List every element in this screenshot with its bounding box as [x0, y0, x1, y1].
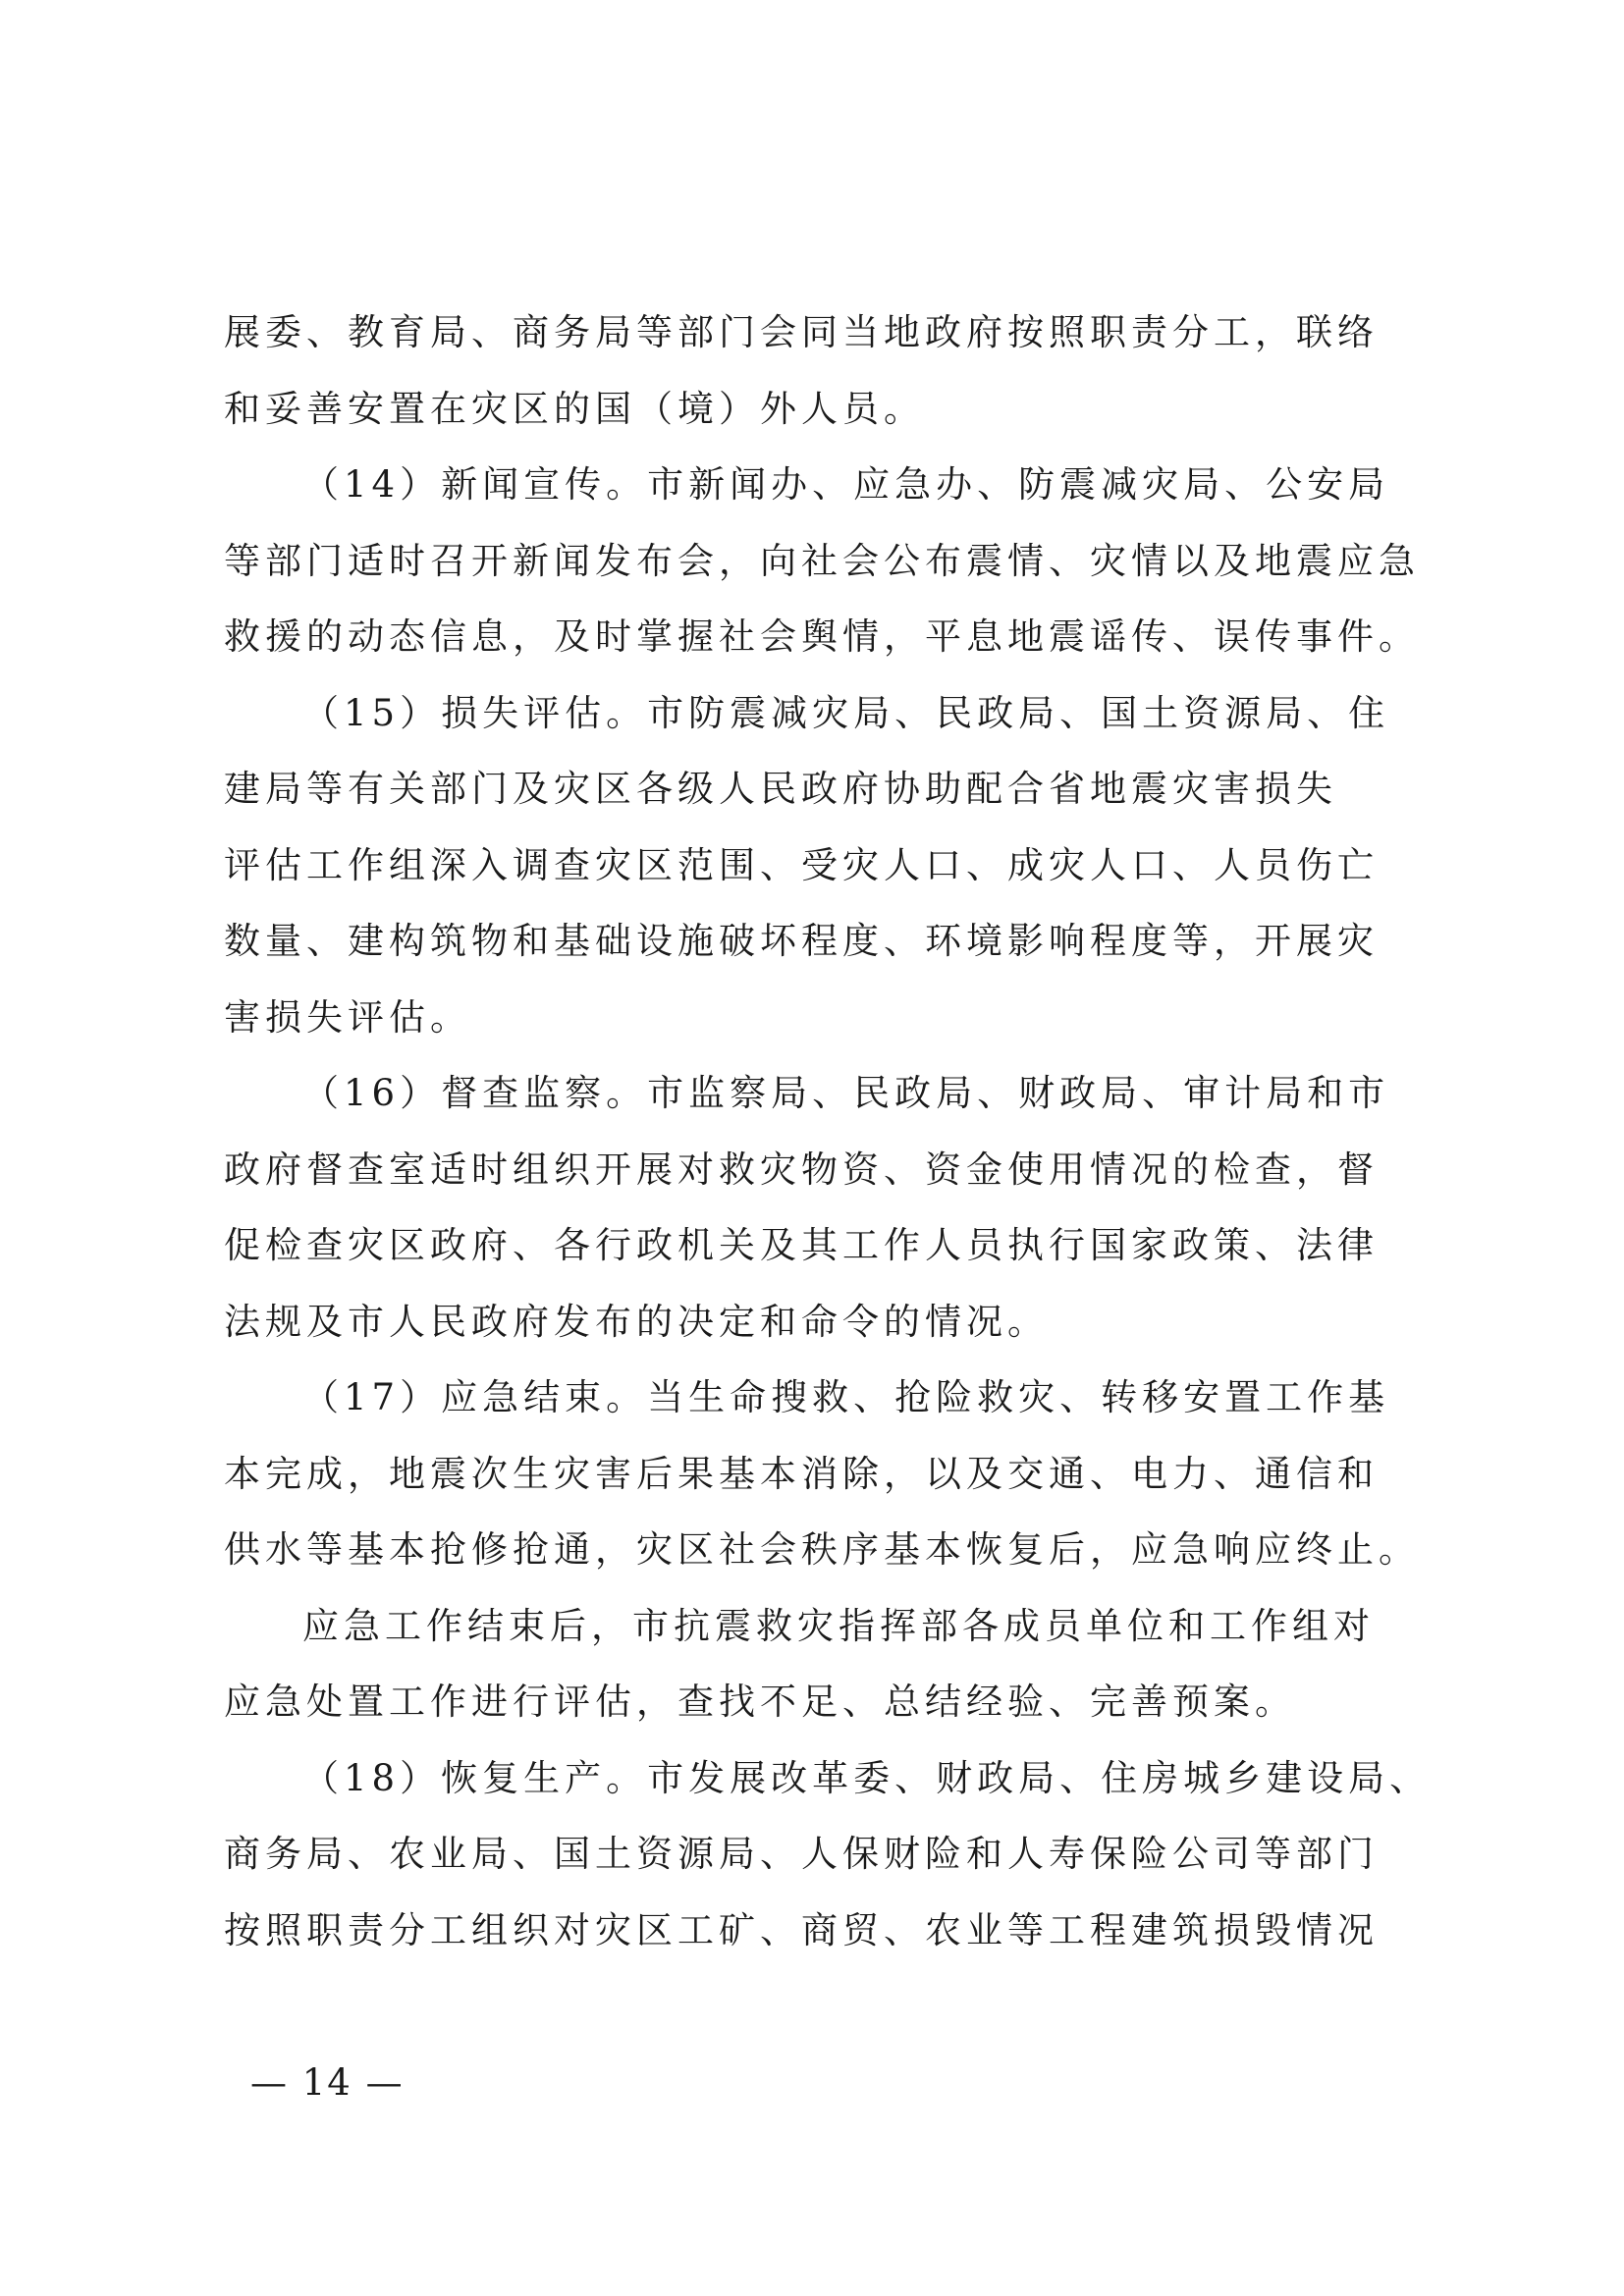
text-line: 按照职责分工组织对灾区工矿、商贸、农业等工程建筑损毁情况: [224, 1908, 1379, 1951]
text-line: （17）应急结束。当生命搜救、抢险救灾、转移安置工作基: [302, 1376, 1390, 1418]
text-line: 害损失评估。: [224, 995, 471, 1039]
text-line: 等部门适时召开新闻发布会，向社会公布震情、灾情以及地震应急: [224, 539, 1420, 582]
page-number: — 14 —: [250, 2061, 405, 2104]
text-line: 和妥善安置在灾区的国（境）外人员。: [224, 387, 925, 430]
text-line: （15）损失评估。市防震减灾局、民政局、国土资源局、住: [302, 691, 1390, 734]
text-line: 救援的动态信息，及时掌握社会舆情，平息地震谣传、误传事件。: [224, 615, 1420, 658]
text-line: 应急工作结束后，市抗震救灾指挥部各成员单位和工作组对: [302, 1604, 1375, 1647]
body-text: [224, 294, 1432, 1968]
text-line: 数量、建构筑物和基础设施破坏程度、环境影响程度等，开展灾: [224, 920, 1379, 962]
text-line: 商务局、农业局、国土资源局、人保财险和人寿保险公司等部门: [224, 1833, 1379, 1875]
text-line: 展委、教育局、商务局等部门会同当地政府按照职责分工，联络: [224, 311, 1379, 353]
text-line: 政府督查室适时组织开展对救灾物资、资金使用情况的检查，督: [224, 1148, 1379, 1191]
text-line: 法规及市人民政府发布的决定和命令的情况。: [224, 1300, 1049, 1343]
text-line: （18）恢复生产。市发展改革委、财政局、住房城乡建设局、: [302, 1756, 1432, 1799]
text-line: 建局等有关部门及灾区各级人民政府协助配合省地震灾害损失: [224, 768, 1337, 810]
text-line: 应急处置工作进行评估，查找不足、总结经验、完善预案。: [224, 1681, 1296, 1723]
text-line: （16）督查监察。市监察局、民政局、财政局、审计局和市: [302, 1072, 1390, 1114]
text-line: 促检查灾区政府、各行政机关及其工作人员执行国家政策、法律: [224, 1224, 1379, 1266]
text-line: 供水等基本抢修抢通，灾区社会秩序基本恢复后，应急响应终止。: [224, 1528, 1420, 1571]
text-line: 本完成，地震次生灾害后果基本消除，以及交通、电力、通信和: [224, 1452, 1379, 1495]
text-line: （14）新闻宣传。市新闻办、应急办、防震减灾局、公安局: [302, 463, 1390, 506]
text-line: 评估工作组深入调查灾区范围、受灾人口、成灾人口、人员伤亡: [224, 843, 1379, 886]
